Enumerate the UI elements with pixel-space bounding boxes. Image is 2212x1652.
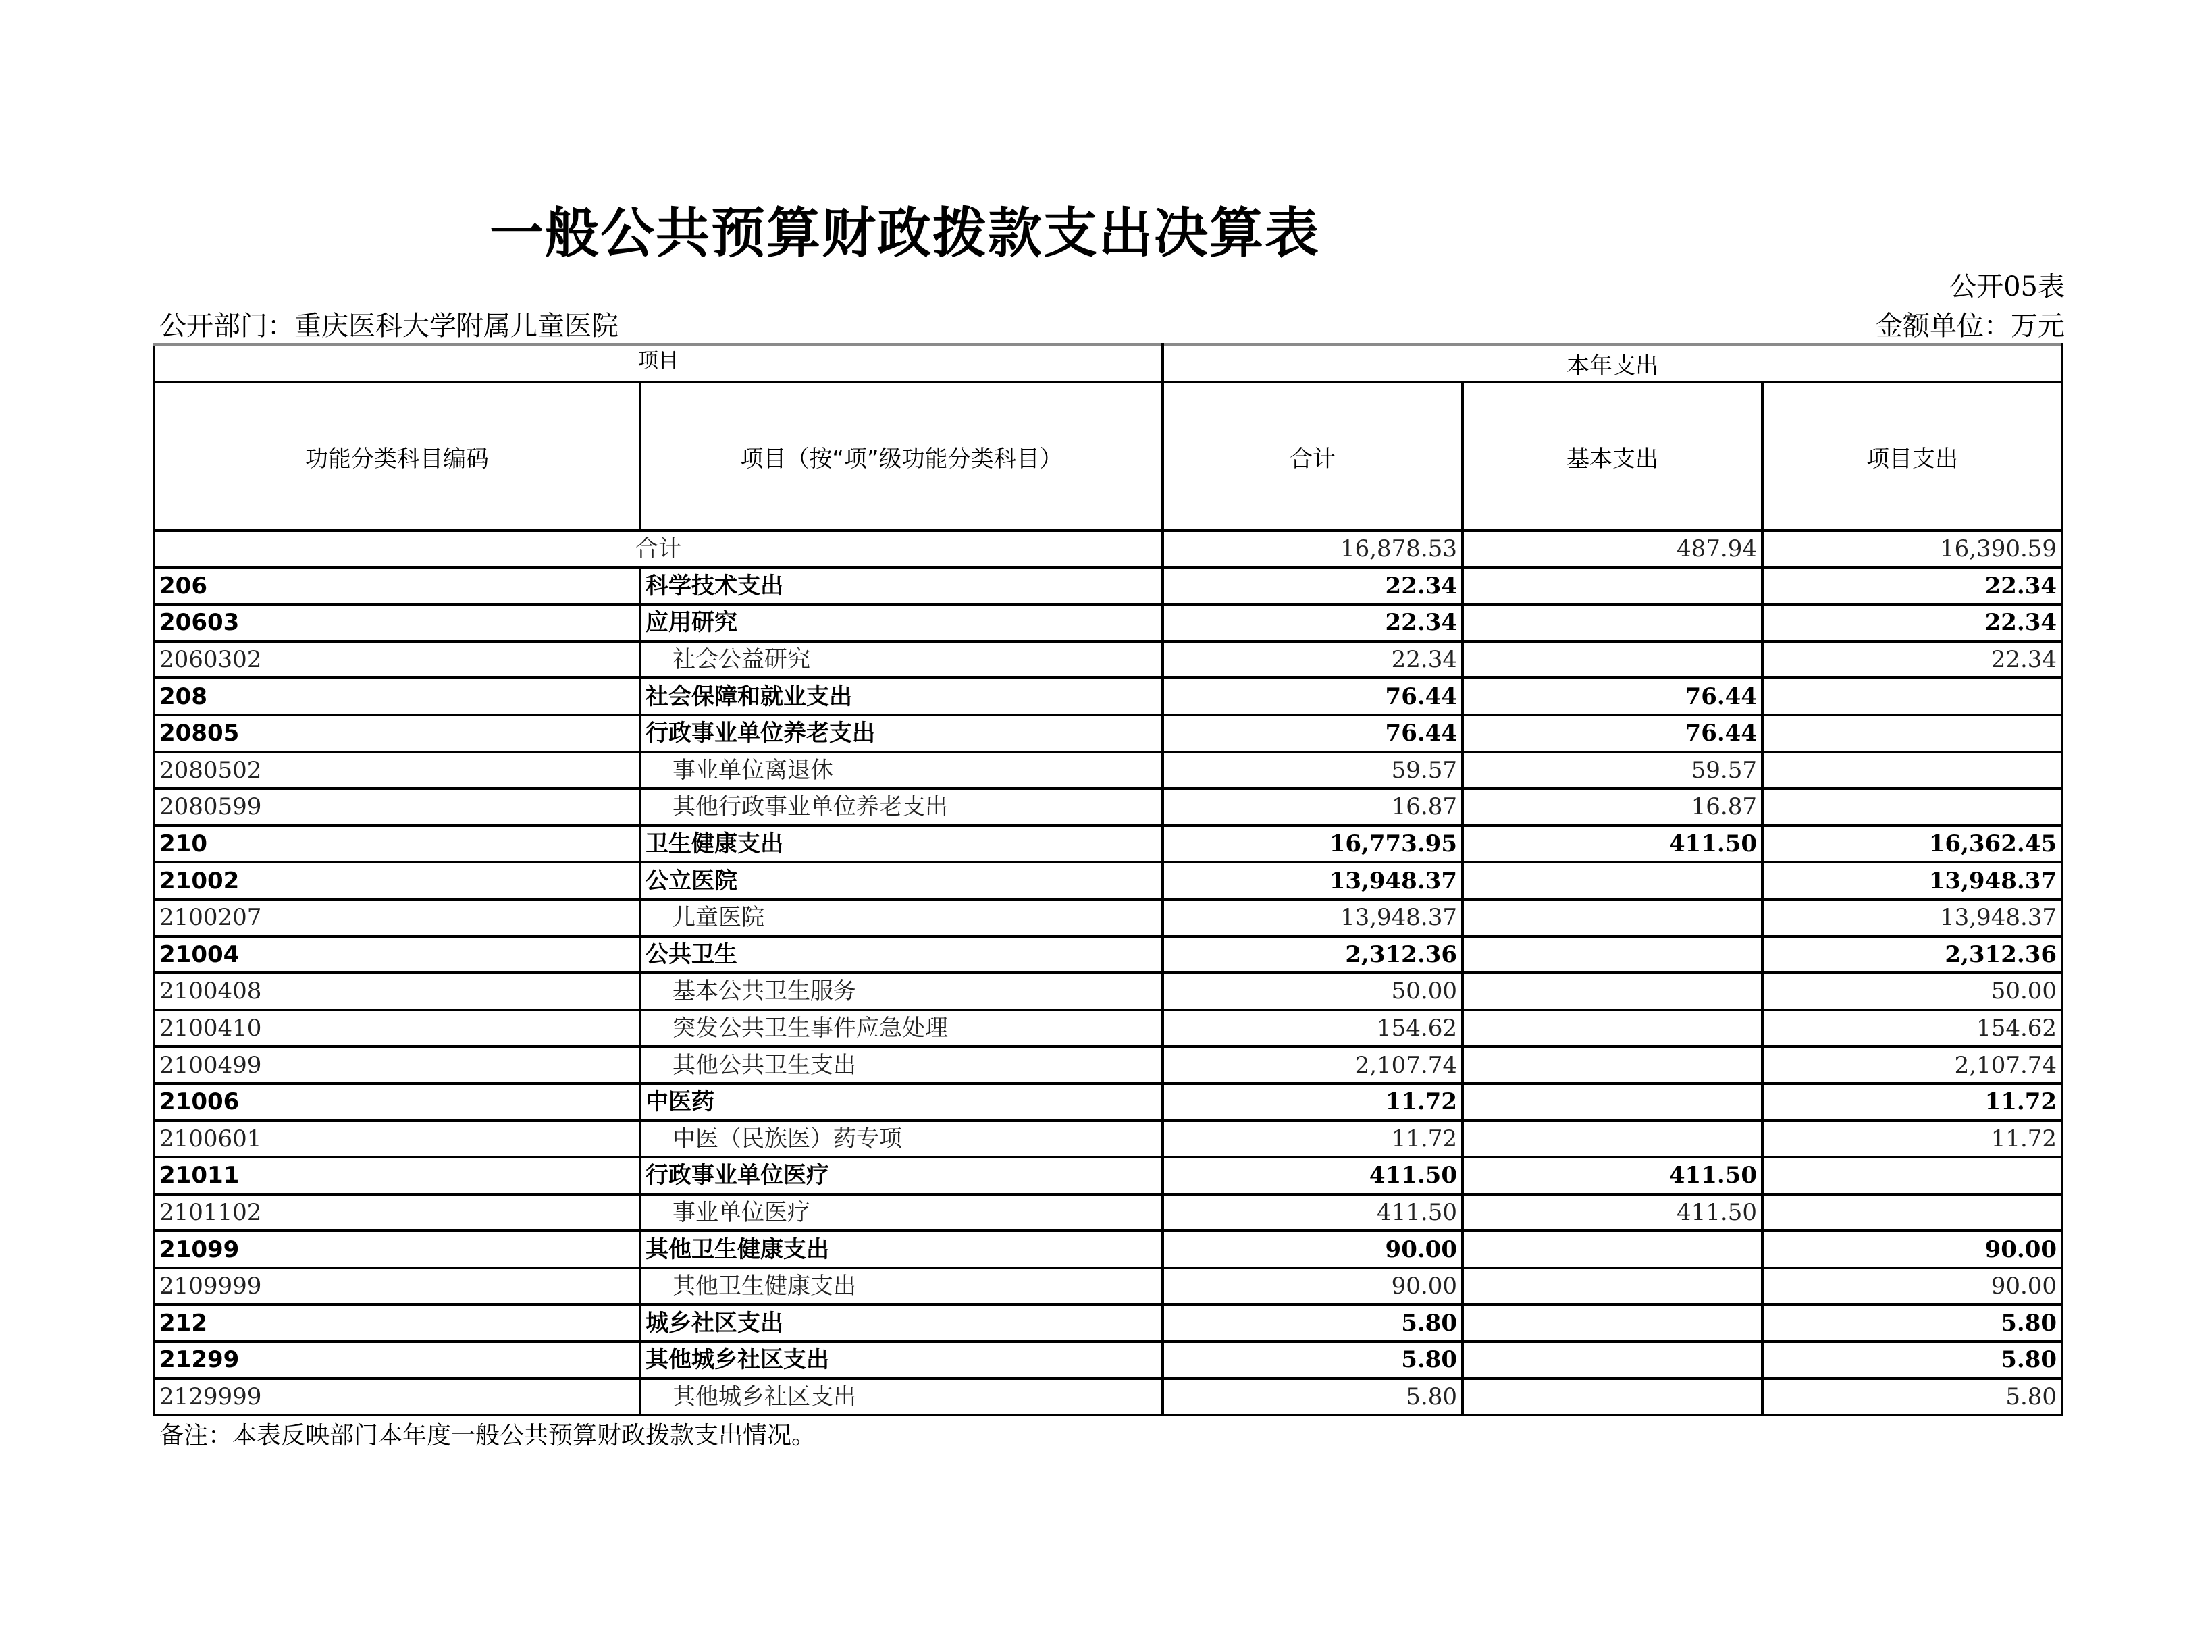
table-row [154, 789, 2062, 826]
row-code-cell: 21002 [154, 862, 640, 899]
column-header-total: 合计 [1163, 382, 1463, 531]
row-basic-cell [1463, 936, 1762, 974]
row-total-cell: 411.50 [1163, 1157, 1463, 1194]
row-code-cell: 2100207 [154, 899, 640, 936]
row-project-cell: 50.00 [1762, 973, 2062, 1010]
row-total-cell: 59.57 [1163, 752, 1463, 789]
row-project-cell: 90.00 [1762, 1231, 2062, 1268]
row-name-cell: 公立医院 [640, 862, 1163, 899]
footnote: 备注：本表反映部门本年度一般公共预算财政拨款支出情况。 [159, 1422, 816, 1449]
row-code-cell: 2129999 [154, 1379, 640, 1416]
row-basic-cell [1463, 604, 1762, 641]
row-name-cell: 其他城乡社区支出 [640, 1379, 1163, 1416]
row-total-cell: 11.72 [1163, 1084, 1463, 1121]
row-basic-cell: 411.50 [1463, 826, 1762, 863]
row-name-cell: 其他城乡社区支出 [640, 1341, 1163, 1379]
row-name-cell: 行政事业单位医疗 [640, 1157, 1163, 1194]
table-row [154, 1231, 2062, 1268]
row-name-cell: 中医（民族医）药专项 [640, 1121, 1163, 1158]
row-name-cell: 事业单位离退休 [640, 752, 1163, 789]
column-header-basic: 基本支出 [1463, 382, 1762, 531]
row-name-cell: 儿童医院 [640, 899, 1163, 936]
row-name-cell: 社会公益研究 [640, 641, 1163, 678]
row-code-cell: 2109999 [154, 1268, 640, 1305]
row-code-cell: 212 [154, 1304, 640, 1341]
row-project-cell [1762, 1194, 2062, 1231]
row-name-cell: 事业单位医疗 [640, 1194, 1163, 1231]
total-row [154, 531, 2062, 568]
row-code-cell: 210 [154, 826, 640, 863]
row-basic-cell [1463, 568, 1762, 605]
row-code-cell: 21299 [154, 1341, 640, 1379]
row-total-cell: 2,107.74 [1163, 1046, 1463, 1084]
row-code-cell: 206 [154, 568, 640, 605]
row-basic-cell [1463, 1046, 1762, 1084]
table-row [154, 1157, 2062, 1194]
table-row [154, 715, 2062, 752]
row-total-cell: 76.44 [1163, 678, 1463, 715]
table-row [154, 1084, 2062, 1121]
row-code-cell: 2060302 [154, 641, 640, 678]
table-row [154, 1121, 2062, 1158]
row-name-cell: 科学技术支出 [640, 568, 1163, 605]
row-name-cell: 应用研究 [640, 604, 1163, 641]
table-row [154, 568, 2062, 605]
column-header-project: 项目支出 [1762, 382, 2062, 531]
row-total-cell: 76.44 [1163, 715, 1463, 752]
row-code-cell: 2100601 [154, 1121, 640, 1158]
header-row-columns [154, 382, 2062, 531]
row-total-cell: 411.50 [1163, 1194, 1463, 1231]
row-basic-cell [1463, 1379, 1762, 1416]
row-project-cell: 90.00 [1762, 1268, 2062, 1305]
row-code-cell: 2080599 [154, 789, 640, 826]
row-name-cell: 其他公共卫生支出 [640, 1046, 1163, 1084]
table-row [154, 936, 2062, 974]
row-total-cell: 13,948.37 [1163, 899, 1463, 936]
row-basic-cell: 411.50 [1463, 1157, 1762, 1194]
row-project-cell: 154.62 [1762, 1010, 2062, 1047]
row-total-cell: 90.00 [1163, 1231, 1463, 1268]
table-row [154, 1268, 2062, 1305]
table-row [154, 604, 2062, 641]
total-row-label: 合计 [154, 531, 1163, 568]
row-project-cell [1762, 715, 2062, 752]
row-total-cell: 22.34 [1163, 641, 1463, 678]
row-basic-cell [1463, 1231, 1762, 1268]
column-header-name: 项目（按“项”级功能分类科目） [640, 382, 1163, 531]
row-project-cell [1762, 678, 2062, 715]
row-project-cell: 11.72 [1762, 1084, 2062, 1121]
row-name-cell: 突发公共卫生事件应急处理 [640, 1010, 1163, 1047]
department-label: 公开部门：重庆医科大学附属儿童医院 [159, 311, 618, 342]
stub-header-cell [154, 344, 1163, 382]
row-project-cell: 13,948.37 [1762, 862, 2062, 899]
row-total-cell: 5.80 [1163, 1341, 1463, 1379]
row-total-cell: 22.34 [1163, 568, 1463, 605]
table-row [154, 973, 2062, 1010]
row-name-cell: 其他卫生健康支出 [640, 1231, 1163, 1268]
row-project-cell: 16,362.45 [1762, 826, 2062, 863]
row-project-cell [1762, 789, 2062, 826]
row-basic-cell [1463, 641, 1762, 678]
row-project-cell: 22.34 [1762, 641, 2062, 678]
row-basic-cell: 76.44 [1463, 715, 1762, 752]
row-project-cell [1762, 1157, 2062, 1194]
row-project-cell: 5.80 [1762, 1379, 2062, 1416]
total-row-project: 16,390.59 [1762, 531, 2062, 568]
table-row [154, 678, 2062, 715]
row-basic-cell [1463, 1084, 1762, 1121]
row-name-cell: 城乡社区支出 [640, 1304, 1163, 1341]
table-row [154, 1341, 2062, 1379]
table-row [154, 1010, 2062, 1047]
total-row-basic: 487.94 [1463, 531, 1762, 568]
row-basic-cell [1463, 1268, 1762, 1305]
table-row [154, 899, 2062, 936]
row-name-cell: 卫生健康支出 [640, 826, 1163, 863]
row-code-cell: 20805 [154, 715, 640, 752]
table-row [154, 1046, 2062, 1084]
table-row [154, 826, 2062, 863]
column-header-code: 功能分类科目编码 [154, 382, 640, 531]
row-basic-cell [1463, 862, 1762, 899]
stub-header-label: 项目 [638, 349, 679, 373]
row-project-cell: 2,107.74 [1762, 1046, 2062, 1084]
table-row [154, 1379, 2062, 1416]
row-total-cell: 154.62 [1163, 1010, 1463, 1047]
row-name-cell: 行政事业单位养老支出 [640, 715, 1163, 752]
row-total-cell: 16,773.95 [1163, 826, 1463, 863]
row-basic-cell [1463, 973, 1762, 1010]
row-total-cell: 11.72 [1163, 1121, 1463, 1158]
row-name-cell: 基本公共卫生服务 [640, 973, 1163, 1010]
table-row [154, 1194, 2062, 1231]
row-project-cell: 11.72 [1762, 1121, 2062, 1158]
row-code-cell: 2100410 [154, 1010, 640, 1047]
row-code-cell: 20603 [154, 604, 640, 641]
row-code-cell: 208 [154, 678, 640, 715]
expenditure-table [153, 343, 2063, 1416]
row-basic-cell [1463, 1304, 1762, 1341]
row-code-cell: 21099 [154, 1231, 640, 1268]
row-project-cell: 2,312.36 [1762, 936, 2062, 974]
row-basic-cell: 16.87 [1463, 789, 1762, 826]
row-basic-cell [1463, 1010, 1762, 1047]
row-total-cell: 5.80 [1163, 1304, 1463, 1341]
row-name-cell: 其他卫生健康支出 [640, 1268, 1163, 1305]
row-basic-cell: 59.57 [1463, 752, 1762, 789]
group-header-cell: 本年支出 [1163, 344, 2062, 382]
row-name-cell: 其他行政事业单位养老支出 [640, 789, 1163, 826]
row-total-cell: 5.80 [1163, 1379, 1463, 1416]
row-total-cell: 22.34 [1163, 604, 1463, 641]
row-basic-cell [1463, 1121, 1762, 1158]
row-project-cell: 5.80 [1762, 1304, 2062, 1341]
row-project-cell: 13,948.37 [1762, 899, 2062, 936]
form-number: 公开05表 [1949, 271, 2065, 302]
row-total-cell: 2,312.36 [1163, 936, 1463, 974]
row-total-cell: 90.00 [1163, 1268, 1463, 1305]
table-row [154, 1304, 2062, 1341]
row-total-cell: 16.87 [1163, 789, 1463, 826]
row-project-cell [1762, 752, 2062, 789]
row-basic-cell: 76.44 [1463, 678, 1762, 715]
table-row [154, 862, 2062, 899]
row-code-cell: 2100499 [154, 1046, 640, 1084]
row-basic-cell: 411.50 [1463, 1194, 1762, 1231]
total-row-total: 16,878.53 [1163, 531, 1463, 568]
row-basic-cell [1463, 899, 1762, 936]
row-project-cell: 22.34 [1762, 604, 2062, 641]
row-code-cell: 2080502 [154, 752, 640, 789]
row-total-cell: 13,948.37 [1163, 862, 1463, 899]
header-row-group [154, 344, 2062, 382]
row-code-cell: 2100408 [154, 973, 640, 1010]
row-project-cell: 22.34 [1762, 568, 2062, 605]
row-name-cell: 社会保障和就业支出 [640, 678, 1163, 715]
row-code-cell: 2101102 [154, 1194, 640, 1231]
table-row [154, 641, 2062, 678]
row-project-cell: 5.80 [1762, 1341, 2062, 1379]
row-code-cell: 21011 [154, 1157, 640, 1194]
row-basic-cell [1463, 1341, 1762, 1379]
report-title: 一般公共预算财政拨款支出决算表 [490, 202, 1320, 265]
row-total-cell: 50.00 [1163, 973, 1463, 1010]
row-code-cell: 21006 [154, 1084, 640, 1121]
table-row [154, 752, 2062, 789]
row-name-cell: 中医药 [640, 1084, 1163, 1121]
amount-unit-label: 金额单位：万元 [1876, 311, 2065, 342]
row-code-cell: 21004 [154, 936, 640, 974]
row-name-cell: 公共卫生 [640, 936, 1163, 974]
